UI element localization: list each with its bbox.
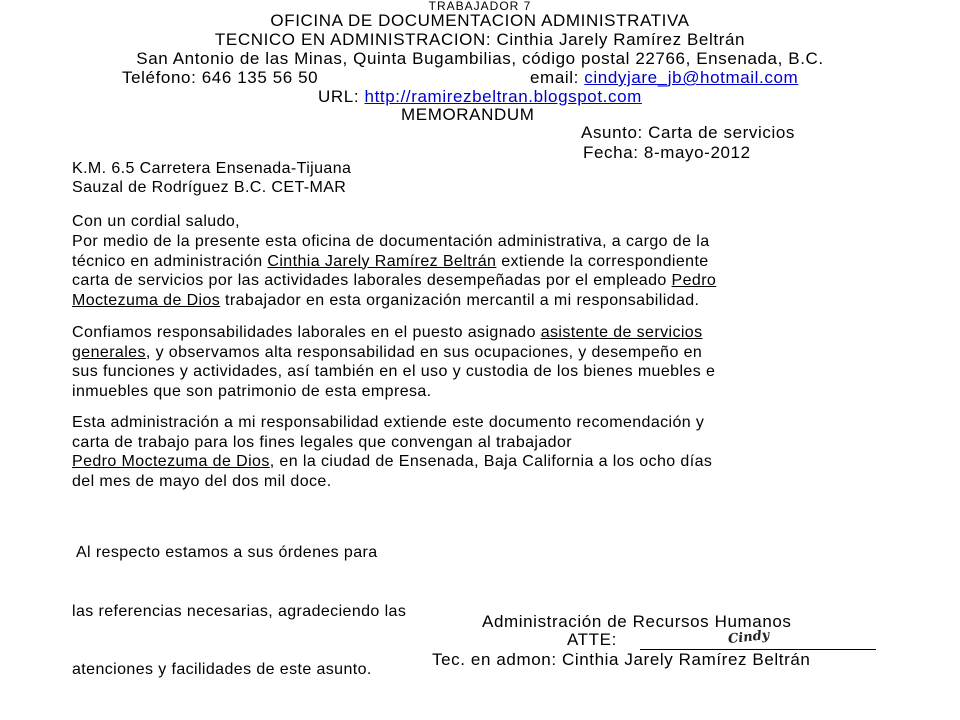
email-line xyxy=(530,68,798,88)
job-role: asistente de servicios xyxy=(540,324,703,341)
paragraph-line: Esta administración a mi responsabilidad extiende este documento recomendación y xyxy=(72,414,705,431)
paragraph-line: carta de trabajo para los fines legales que convengan al trabajador xyxy=(72,433,573,451)
signer-line: Tec. en admon: Cinthia Jarely Ramírez Beltrán xyxy=(432,650,811,669)
paragraph-line xyxy=(72,252,892,272)
text-span: , en la ciudad de Ensenada, Baja California a los ocho días xyxy=(269,453,713,470)
job-role: generales xyxy=(72,343,146,361)
recipient-line-1: K.M. 6.5 Carretera Ensenada-Tijuana xyxy=(72,160,352,177)
office-title: OFICINA DE DOCUMENTACION ADMINISTRATIVA xyxy=(270,11,690,30)
paragraph-line: del mes de mayo del dos mil doce. xyxy=(72,472,332,490)
text-span: Confiamos responsabilidades laborales en el puesto asignado xyxy=(72,324,541,341)
url-link[interactable]: http://ramirezbeltran.blogspot.com xyxy=(364,87,642,106)
paragraph-line: inmuebles que son patrimonio de esta empresa. xyxy=(72,382,432,400)
url-label: URL: xyxy=(318,87,365,106)
paragraph-2 xyxy=(72,323,892,401)
paragraph-line xyxy=(72,343,892,363)
paragraph-line: atenciones y facilidades de este asunto. xyxy=(72,661,372,678)
atte-label: ATTE: xyxy=(567,630,617,649)
phone-line: Teléfono: 646 135 56 50 xyxy=(122,68,319,87)
text-span: , y observamos alta responsabilidad en sus ocupaciones, y desempeño en xyxy=(145,343,703,361)
memo-title: MEMORANDUM xyxy=(401,105,535,124)
department-line: Administración de Recursos Humanos xyxy=(482,612,792,631)
worker-label: TRABAJADOR 7 xyxy=(428,0,532,13)
paragraph-line xyxy=(72,452,892,472)
paragraph-1 xyxy=(72,232,892,310)
paragraph-line: las referencias necesarias, agradeciendo las xyxy=(72,602,407,620)
paragraph-line: Al respecto estamos a sus órdenes para xyxy=(72,544,378,561)
text-span: carta de servicios por las actividades laborales desempeñadas por el empleado xyxy=(72,272,672,289)
paragraph-line xyxy=(72,271,892,291)
greeting: Con un cordial saludo, xyxy=(72,213,241,230)
paragraph-line: sus funciones y actividades, así también en el uso y custodia de los bienes muebles e xyxy=(72,363,716,380)
text-span: trabajador en esta organización mercantil a mi responsabilidad. xyxy=(220,291,700,309)
url-line xyxy=(0,87,960,107)
employee-name: Pedro xyxy=(671,272,717,289)
text-span: técnico en administración xyxy=(72,252,268,270)
employee-name: Moctezuma de Dios xyxy=(72,291,221,309)
technician-line: TECNICO EN ADMINISTRACION: Cinthia Jarely Ramírez Beltrán xyxy=(214,30,746,49)
recipient-line-2: Sauzal de Rodríguez B.C. CET-MAR xyxy=(72,179,347,196)
paragraph-line xyxy=(72,291,892,311)
date-line: Fecha: 8-mayo-2012 xyxy=(583,143,751,162)
signature-mark: Cindy xyxy=(727,627,771,648)
technician-name: Cinthia Jarely Ramírez Beltrán xyxy=(267,252,497,270)
paragraph-line: Por medio de la presente esta oficina de documentación administrativa, a cargo de la xyxy=(72,233,710,250)
subject-line: Asunto: Carta de servicios xyxy=(581,123,796,142)
paragraph-3 xyxy=(72,413,892,491)
email-link[interactable]: cindyjare_jb@hotmail.com xyxy=(584,68,799,87)
address-line: San Antonio de las Minas, Quinta Bugambilias, código postal 22766, Ensenada, B.C. xyxy=(136,49,824,68)
email-label: email: xyxy=(530,68,585,87)
paragraph-line xyxy=(72,323,892,343)
text-span: extiende la correspondiente xyxy=(496,252,709,270)
employee-name: Pedro Moctezuma de Dios xyxy=(72,453,270,470)
